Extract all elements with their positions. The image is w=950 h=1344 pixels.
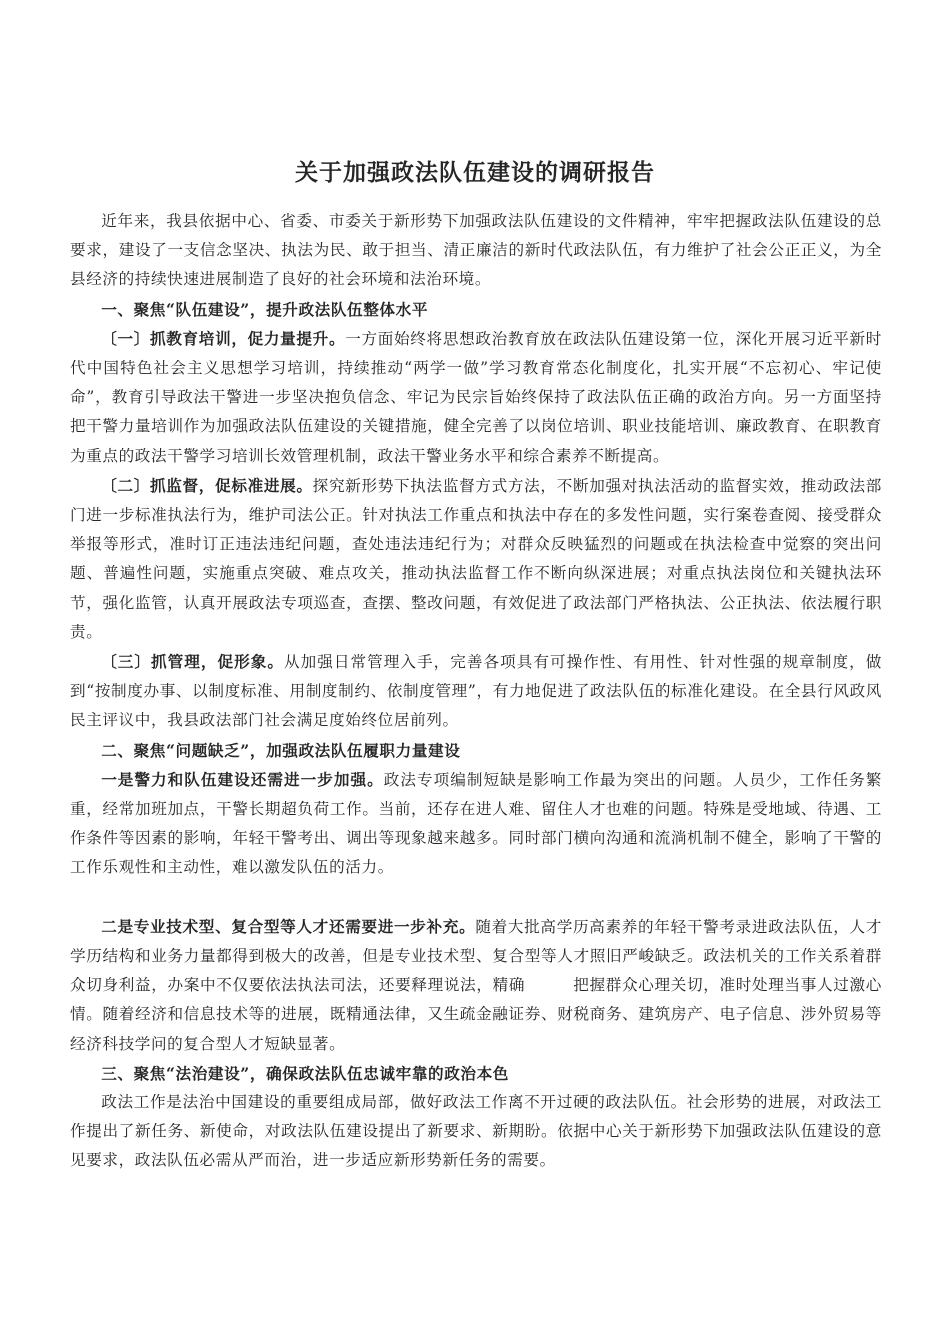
intro-paragraph: 近年来，我县依据中心、省委、市委关于新形势下加强政法队伍建设的文件精神，牢牢把握政法队伍建设的总要求，建设了一支信念坚决、执法为民、敢于担当、清正廉洁的新时代政法队伍，有力维护了社会公正正义，为全县经济的持续快速进展制造了良好的社会环境和法治环境。 — [70, 212, 882, 289]
section-1-paragraph-3-lead: 〔三〕抓管理，促形象。 — [101, 652, 285, 672]
section-1-paragraph-1-lead: 〔一〕抓教育培训，促力量提升。 — [101, 328, 346, 348]
section-2-paragraph-1 — [70, 765, 882, 883]
section-1-heading: 一、聚焦“队伍建设”，提升政法队伍整体水平 — [101, 299, 429, 319]
section-1-paragraph-3-text: 从加强日常管理入手，完善各项具有可操作性、有用性、针对性强的规章制度，做到“按制度办事、以制度标准、用制度制约、依制度管理”，有力地促进了政法队伍的标准化建设。在全县行风政风民主评议中，我县政法部门社会满足度始终位居前列。 — [70, 653, 882, 730]
document-body — [70, 207, 882, 1176]
section-2-paragraph-1-text: 政法专项编制短缺是影响工作最为突出的问题。人员少，工作任务繁重，经常加班加点，干警长期超负荷工作。当前，还存在进人难、留住人才也难的问题。特殊是受地域、待遇、工作条件等因素的影响，年轻干警考出、调出等现象越来越多。同时部门横向沟通和流淌机制不健全，影响了干警的工作乐观性和主动性，难以激发队伍的活力。 — [70, 770, 882, 877]
section-2-heading: 二、聚焦“问题缺乏”，加强政法队伍履职力量建设 — [101, 740, 461, 760]
section-1-paragraph-2 — [70, 471, 882, 647]
section-1-paragraph-3 — [70, 647, 882, 736]
section-2-paragraph-2-text-a: 随着大批高学历高素养的年轻干警考录进政法队伍，人才学历结构和业务力量都得到极大的改善，但是专业技术型、复合型等人才照旧严峻缺乏。政法机关的工作关系着群众切身利益，办案中不仅要依法执法司法，还要释理说法，精确 — [70, 917, 882, 995]
section-2-paragraph-2 — [70, 912, 882, 1059]
section-1-paragraph-2-text: 探究新形势下执法监督方式方法，不断加强对执法活动的监督实效，推动政法部门进一步标准执法行为，维护司法公正。针对执法工作重点和执法中存在的多发性问题，实行案卷查阅、接受群众举报等形式，准时订正违法违纪问题，查处违法违纪行为；对群众反映猛烈的问题或在执法检查中觉察的突出问题、普遍性问题，实施重点突破、难点攻关，推动执法监督工作不断向纵深进展；对重点执法岗位和关键执法环节，强化监管，认真开展政法专项巡查，查摆、整改问题，有效促进了政法部门严格执法、公正执法、依法履行职责。 — [70, 476, 882, 641]
section-1-paragraph-1-text: 一方面始终将思想政治教育放在政法队伍建设第一位，深化开展习近平新时代中国特色社会主义思想学习培训，持续推动“两学一做”学习教育常态化制度化，扎实开展“不忘初心、牢记使命”，教育引导政法干警进一步坚决抱负信念、牢记为民宗旨始终保持了政法队伍正确的政治方向。另一方面坚持把干警力量培训作为加强政法队伍建设的关键措施，健全完善了以岗位培训、职业技能培训、廉政教育、在职教育为重点的政法干警学习培训长效管理机制，政法干警业务水平和综合素养不断提高。 — [70, 329, 882, 465]
section-1-paragraph-1 — [70, 324, 882, 471]
section-2-paragraph-2-text-b: 把握群众心理关切，准时处理当事人过激心情。随着经济和信息技术等的进展，既精通法律，又生疏金融证券、财税商务、建筑房产、电子信息、涉外贸易等经济科技学问的复合型人才短缺显著。 — [70, 976, 882, 1053]
section-3-paragraph-1: 政法工作是法治中国建设的重要组成局部，做好政法工作离不开过硬的政法队伍。社会形势的进展，对政法工作提出了新任务、新使命，对政法队伍建设提出了新要求、新期盼。依据中心关于新形势下加强政法队伍建设的意见要求，政法队伍必需从严而治，进一步适应新形势新任务的需要。 — [70, 1093, 882, 1170]
section-2-paragraph-2-lead: 二是专业技术型、复合型等人才还需要进一步补充。 — [101, 916, 476, 936]
document-title: 关于加强政法队伍建设的调研报告 — [295, 159, 655, 186]
blank-line — [70, 883, 882, 912]
section-1-paragraph-2-lead: 〔二〕抓监督，促标准进展。 — [101, 475, 313, 495]
section-3-heading: 三、聚焦“法治建设”，确保政法队伍忠诚牢靠的政治本色 — [101, 1063, 509, 1083]
section-2-paragraph-1-lead: 一是警力和队伍建设还需进一步加强。 — [101, 769, 384, 789]
